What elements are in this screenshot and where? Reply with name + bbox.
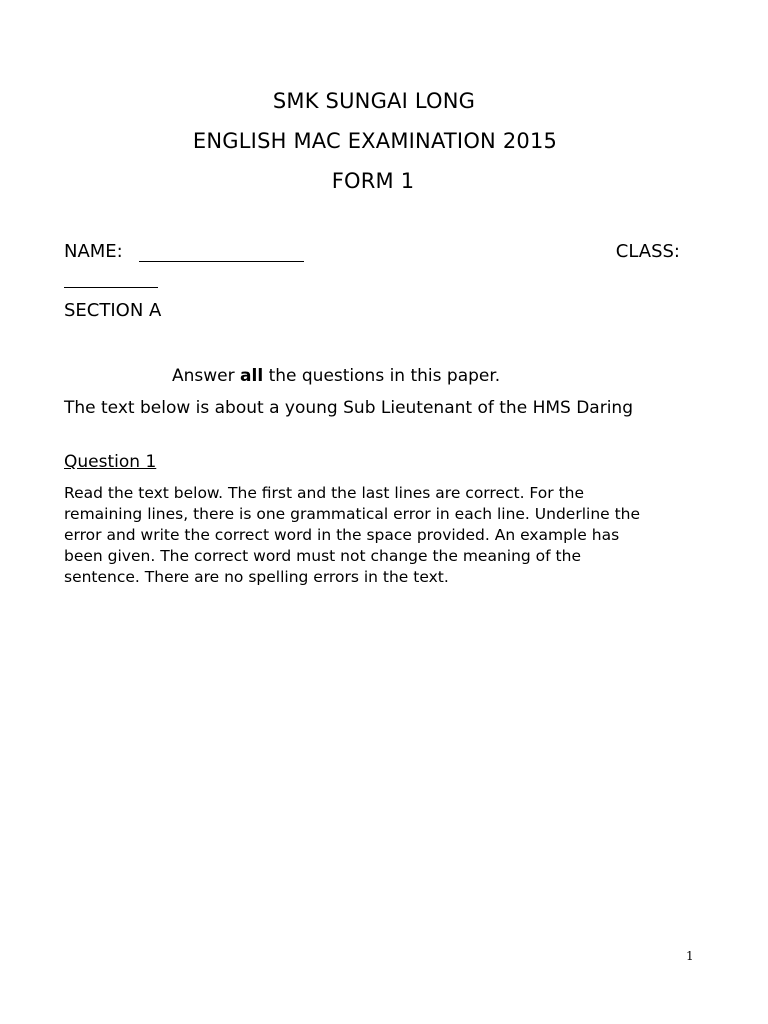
instruction-emphasis: all bbox=[240, 366, 264, 386]
intro-text: The text below is about a young Sub Lieutenant of the HMS Daring bbox=[64, 398, 633, 418]
question-instructions: Read the text below. The first and the last lines are correct. For the remaining lines, there is one grammatical error in each line. Underline the error and write the correct word in the space provided. An example has been given. The correct word must not change the meaning of the sentence. There are no spelling errors in the text. bbox=[64, 484, 641, 586]
name-blank-line[interactable] bbox=[139, 261, 304, 262]
instruction-suffix: the questions in this paper. bbox=[268, 366, 501, 386]
instruction-prefix: Answer bbox=[172, 366, 235, 386]
general-instruction bbox=[172, 364, 500, 388]
class-blank-line[interactable] bbox=[64, 287, 158, 288]
exam-title: ENGLISH MAC EXAMINATION 2015 bbox=[192, 129, 558, 153]
section-heading: SECTION A bbox=[64, 300, 162, 321]
page-number: 1 bbox=[686, 949, 694, 963]
question-title: Question 1 bbox=[64, 452, 157, 472]
form-level: FORM 1 bbox=[331, 169, 415, 193]
class-label: CLASS: bbox=[615, 241, 680, 262]
school-name: SMK SUNGAI LONG bbox=[272, 89, 476, 113]
name-label: NAME: bbox=[64, 241, 123, 262]
